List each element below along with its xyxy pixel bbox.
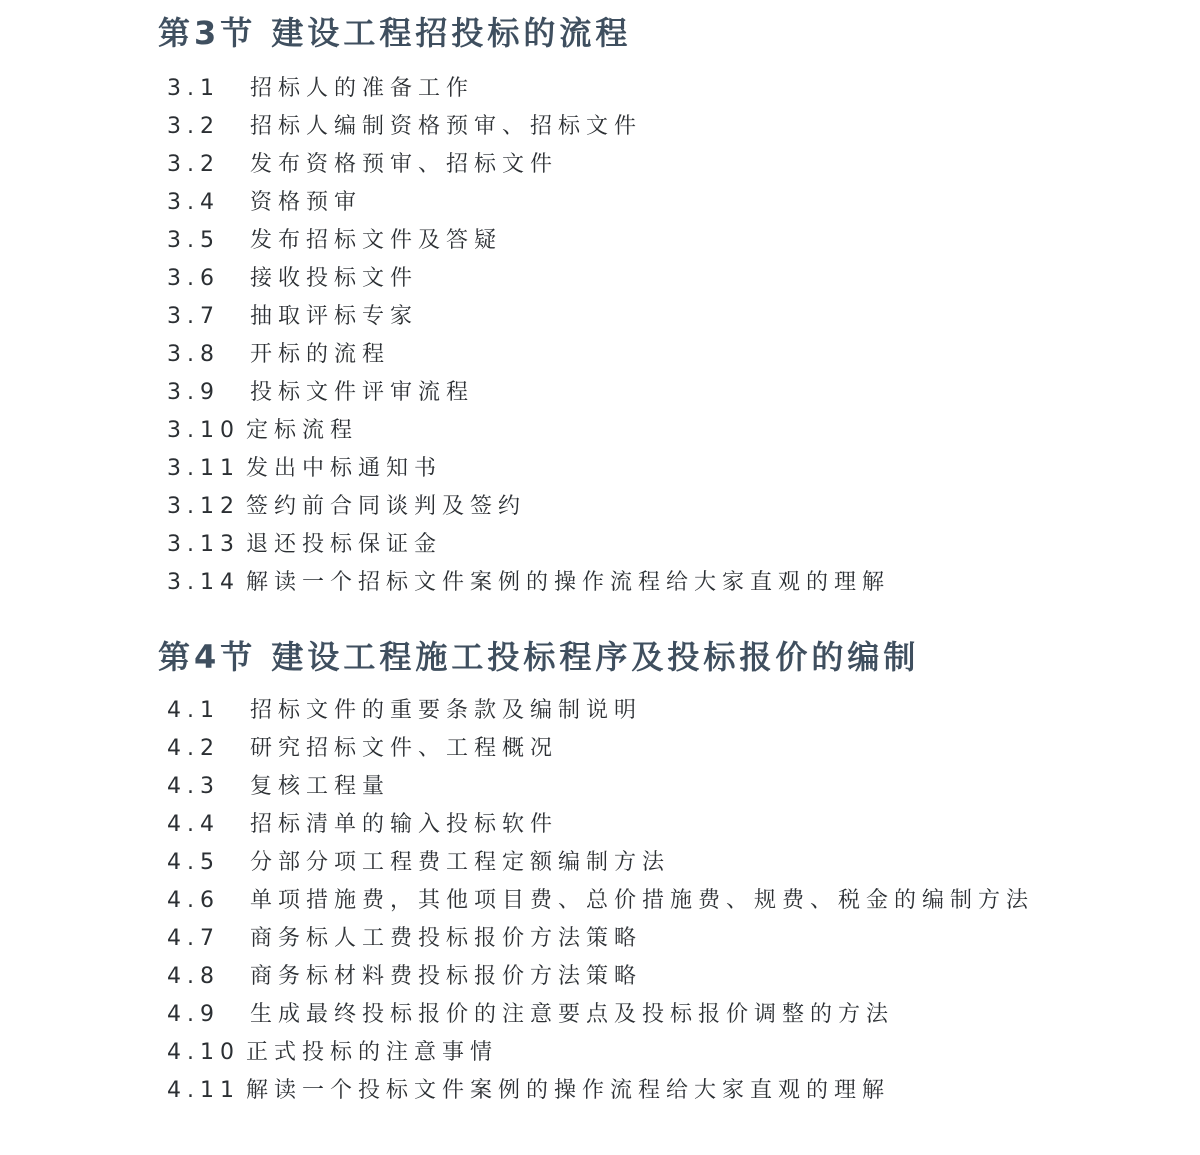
list-item (167, 336, 1047, 374)
item-text: 发布资格预审、招标文件 (250, 152, 559, 177)
list-item (167, 692, 1047, 730)
section-title: 第3节 建设工程招投标的流程 (158, 14, 632, 52)
item-text: 生成最终投标报价的注意要点及投标报价调整的方法 (250, 1002, 895, 1027)
list-item (167, 526, 1047, 564)
item-number: 4.1 (167, 698, 220, 723)
item-number: 4.7 (167, 926, 220, 951)
item-text: 单项措施费，其他项目费、总价措施费、规费、税金的编制方法 (250, 888, 1035, 913)
item-text: 签约前合同谈判及签约 (245, 494, 526, 519)
list-item (167, 298, 1047, 336)
item-text: 开标的流程 (250, 342, 391, 367)
list-item (167, 844, 1047, 882)
item-number: 3.13 (167, 532, 240, 557)
item-text: 抽取评标专家 (250, 304, 419, 329)
list-item (167, 996, 1047, 1034)
list-item (167, 806, 1047, 844)
item-text: 招标文件的重要条款及编制说明 (250, 698, 643, 723)
item-number: 3.1 (167, 76, 220, 101)
item-number: 3.6 (167, 266, 220, 291)
item-text: 发布招标文件及答疑 (250, 228, 503, 253)
item-text: 正式投标的注意事情 (245, 1040, 498, 1065)
item-number: 3.8 (167, 342, 220, 367)
item-number: 4.11 (167, 1078, 240, 1103)
item-text: 招标人编制资格预审、招标文件 (250, 114, 643, 139)
section-item-list (167, 70, 1047, 602)
list-item (167, 450, 1047, 488)
item-number: 3.7 (167, 304, 220, 329)
item-number: 4.2 (167, 736, 220, 761)
section-item-list (167, 692, 1047, 1110)
item-number: 4.4 (167, 812, 220, 837)
list-item (167, 146, 1047, 184)
item-text: 复核工程量 (250, 774, 391, 799)
list-item (167, 108, 1047, 146)
list-item (167, 958, 1047, 996)
section-title: 第4节 建设工程施工投标程序及投标报价的编制 (158, 638, 920, 676)
list-item (167, 564, 1047, 602)
item-number: 3.12 (167, 494, 240, 519)
list-item (167, 1072, 1047, 1110)
item-number: 3.10 (167, 418, 240, 443)
list-item (167, 374, 1047, 412)
list-item (167, 768, 1047, 806)
item-number: 3.11 (167, 456, 240, 481)
list-item (167, 260, 1047, 298)
item-text: 退还投标保证金 (245, 532, 442, 557)
item-text: 资格预审 (250, 190, 363, 215)
item-number: 3.5 (167, 228, 220, 253)
item-text: 分部分项工程费工程定额编制方法 (250, 850, 671, 875)
list-item (167, 1034, 1047, 1072)
item-text: 解读一个招标文件案例的操作流程给大家直观的理解 (245, 570, 890, 595)
list-item (167, 222, 1047, 260)
item-text: 定标流程 (245, 418, 358, 443)
item-text: 招标清单的输入投标软件 (250, 812, 559, 837)
item-text: 商务标人工费投标报价方法策略 (250, 926, 643, 951)
item-number: 3.4 (167, 190, 220, 215)
item-text: 解读一个投标文件案例的操作流程给大家直观的理解 (245, 1078, 890, 1103)
list-item (167, 412, 1047, 450)
item-text: 接收投标文件 (250, 266, 419, 291)
list-item (167, 920, 1047, 958)
item-text: 招标人的准备工作 (250, 76, 475, 101)
item-number: 3.14 (167, 570, 240, 595)
item-number: 4.9 (167, 1002, 220, 1027)
list-item (167, 70, 1047, 108)
list-item (167, 730, 1047, 768)
item-number: 4.8 (167, 964, 220, 989)
item-number: 4.5 (167, 850, 220, 875)
item-number: 3.2 (167, 152, 220, 177)
list-item (167, 488, 1047, 526)
list-item (167, 184, 1047, 222)
list-item (167, 882, 1047, 920)
item-text: 投标文件评审流程 (250, 380, 475, 405)
item-text: 发出中标通知书 (245, 456, 442, 481)
item-number: 3.9 (167, 380, 220, 405)
item-number: 3.2 (167, 114, 220, 139)
item-text: 商务标材料费投标报价方法策略 (250, 964, 643, 989)
item-number: 4.3 (167, 774, 220, 799)
item-number: 4.6 (167, 888, 220, 913)
item-text: 研究招标文件、工程概况 (250, 736, 559, 761)
item-number: 4.10 (167, 1040, 240, 1065)
